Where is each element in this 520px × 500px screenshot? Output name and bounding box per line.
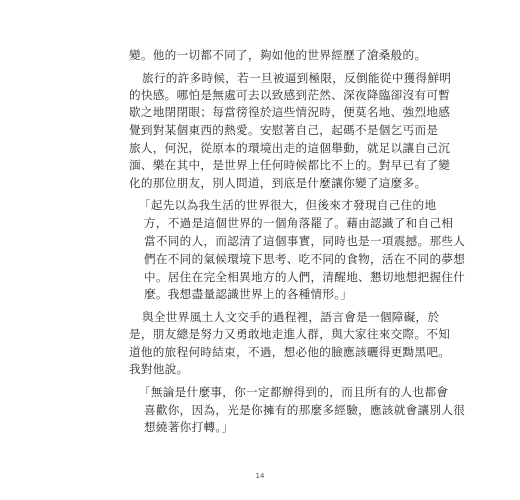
paragraph-line: 的快感。哪怕是無處可去以致感到茫然、深夜降臨卻沒有可暫 (129, 88, 451, 102)
paragraph-line: 道他的旅程何時結束，不過，想必他的臉應該曬得更黝黑吧。 (129, 345, 451, 359)
paragraph-line: 湎、樂在其中，是世界上任何時候都比不上的。對早已有了變 (129, 158, 451, 172)
paragraph-line: 是，朋友總是努力又勇敢地走進人群，與大家往來交際。不知 (129, 327, 451, 341)
paragraph-line: 與全世界風土人文交手的過程裡，語言會是一個障礙，於 (142, 310, 440, 324)
quote-line: 方，不過是這個世界的一個角落罷了。藉由認識了和自己相 (144, 216, 454, 230)
paragraph-line: 旅行的許多時候，若一旦被逼到極限，反倒能從中獲得鮮明 (142, 71, 452, 85)
quote-line: 喜歡你，因為，光是你擁有的那麼多經驗，應該就會讓別人很 (144, 403, 466, 417)
quote-line: 中。居住在完全相異地方的人們，清醒地、懇切地想把握住什 (144, 270, 466, 284)
paragraph-line: 化的那位朋友，別人問道，到底是什麼讓你變了這麼多。 (129, 176, 427, 190)
quote-line: 當不同的人，而認清了這個事實，同時也是一項震撼。那些人 (144, 234, 466, 248)
paragraph-line: 變。他的一切都不同了，夠如他的世界經歷了滄桑般的。 (129, 48, 427, 62)
quote-line: 麼。我想盡量認識世界上的各種情形。」 (144, 287, 353, 301)
quote-line: 們在不同的氣候環境下思考、吃不同的食物，活在不同的夢想 (144, 252, 466, 266)
paragraph-line: 旅人，何況，從原本的環境出走的這個舉動，就足以讓自己沉 (129, 141, 451, 155)
paragraph-line: 歇之地閉閉眼；每當徬徨於這些情況時，便莫名地、強烈地感 (129, 105, 451, 119)
paragraph-line: 覺到對某個東西的熱愛。安慰著自己，起碼不是個乞丐而是 (129, 123, 439, 137)
quote-line: 「無論是什麼事，你一定都辦得到的，而且所有的人也都會 (139, 385, 449, 399)
quote-line: 想繞著你打轉。」 (144, 420, 234, 434)
quote-line: 「起先以為我生活的世界很大，但後來才發現自己住的地 (139, 198, 437, 212)
paragraph-line: 我對他說。 (129, 362, 189, 376)
page-number: 14 (255, 472, 265, 480)
